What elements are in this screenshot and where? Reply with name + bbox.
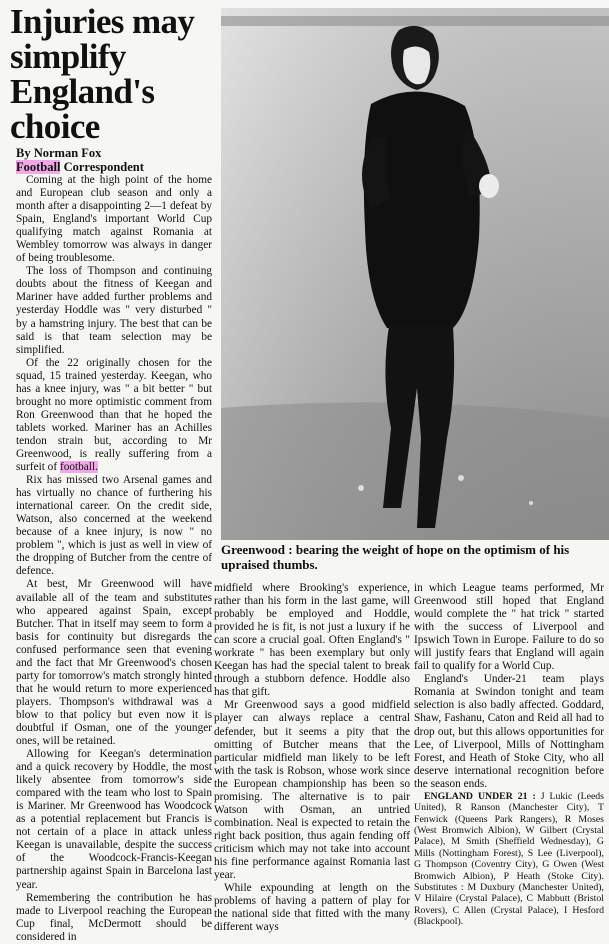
highlighted-word-football: football. (59, 461, 98, 474)
photo-image (221, 8, 609, 540)
paragraph: in which League teams performed, Mr Greenwood still hoped that England would complete the " hat trick " started with the success of Liverpool and Ipswich Town in Europe. Failure to do so will justify fears that England will again fail to qualify for a World Cup. (414, 582, 604, 673)
paragraph: Rix has missed two Arsenal games and has virtually no chance of furthering his international career. On the credit side, Watson, also concerned at the weekend because of a knee injury, is now " no problem ", which is just as well in view of the dropping of Butcher from the centre of defence. (16, 474, 212, 578)
highlighted-word-football: Football (16, 160, 61, 174)
paragraph: Remembering the contribution he has made to Liverpool reaching the European Cup final, McDermott should be considered in (16, 891, 212, 943)
photo-greenwood (221, 8, 609, 540)
article-column-1 (16, 174, 212, 944)
paragraph: The loss of Thompson and continuing doubts about the fitness of Keegan and Mariner have added further problems and yesterday Hoddle was " very disturbed " by a hamstring injury. The best that can be said is that team selection may be simplified. (16, 265, 212, 356)
photo-caption: Greenwood : bearing the weight of hope on the optimism of his upraised thumbs. (221, 542, 570, 572)
squad-list (414, 791, 604, 928)
paragraph-text: Of the 22 originally chosen for the squad, 15 trained yesterday. Keegan, who has a knee injury, was " a bit better " but brought no more optimistic comment from Ron Greenwood than that he hoped the tablets worked. Mariner has an Achilles tendon strain but, according to Mr Greenwood, is really suffering from a surfeit of (16, 356, 212, 474)
squad-text: J Lukic (Leeds United), R Ranson (Manchester City), T Fenwick (Queens Park Rangers), R Moses (West Bromwich Albion), W Gilbert (Crystal Palace), M Smith (Sheffield Wednesday), G Mills (Nottingham Forest), S Lee (Liverpool), G Thompson (Coventry City), G Owen (West Bromwich Albion), P Heath (Stoke City). Substitutes : M Duxbury (Manchester United), V Hilaire (Crystal Palace), C Mabbutt (Bristol Rovers), C Allen (Crystal Palace), I Hesford (Blackpool). (414, 790, 604, 928)
paragraph: midfield where Brooking's experience, rather than his form in the last game, will probably be employed and Hoddle, provided he is fit, is not just a luxury if he can score a crucial goal. Often England's " workrate " has been exemplary but only Keegan has had the special talent to break through a stubborn defence. Hoddle also has that gift. (214, 582, 410, 699)
article-column-2 (214, 582, 410, 934)
byline (16, 146, 144, 174)
byline-name: By Norman Fox (16, 146, 102, 160)
byline-role (16, 160, 144, 174)
headline-line-2: simplify (10, 37, 126, 76)
paragraph: Allowing for Keegan's determination and a quick recovery by Hoddle, the most likely absentee from tomorrow's side compared with the team who lost to Spain is Mariner. Mr Greenwood has Woodcock as a potential replacement but Francis is not certain of a place in attack unless Keegan is unavailable, despite the success of the Woodcock-Francis-Keegan partnership against Spain in Barcelona last year. (16, 748, 212, 891)
article-column-3 (414, 582, 604, 928)
paragraph: Coming at the high point of the home and European club season and only a month after a disappointing 2—1 defeat by Spain, England's important World Cup qualifying match against Romania at Wembley tomorrow was always in danger of being troublesome. (16, 174, 212, 265)
squad-title: ENGLAND UNDER 21 : (424, 790, 536, 802)
paragraph: Mr Greenwood says a good midfield player can always replace a central defender, but it seems a pity that the omitting of Butcher means that the particular midfield man likely to be left with the task is Robson, whose work since the European championship has been so promising. The alternative is to pair Watson with Osman, an untried combination. Neal is expected to retain the right back position, thus again fending off criticism which may not take into account his fine performance against Romania last year. (214, 699, 410, 882)
headline-line-4: choice (10, 107, 100, 146)
headline-line-1: Injuries may (10, 2, 195, 41)
headline (10, 4, 215, 144)
paragraph (16, 357, 212, 474)
paragraph: At best, Mr Greenwood will have available all of the team and substitutes who appeared against Spain, except Butcher. That in itself may seem to form a basis for continuity but disregards the confused performance seen that evening and the fact that Mr Greenwood's chosen party for tomorrow's match strongly hinted that he would return to more experienced players. Thompson's withdrawal was a blow to that policy but even now it is doubtful if Osman, one of the younger ones, will be retained. (16, 578, 212, 748)
paragraph: While expounding at length on the problems of having a pattern of play for the national side that fitted with the many different ways (214, 882, 410, 934)
byline-role-rest: Correspondent (60, 160, 144, 174)
paragraph: England's Under-21 team plays Romania at Swindon tonight and team selection is also badly affected. Goddard, Shaw, Fashanu, Caton and Reid all had to drop out, but this allows opportunities for Lee, of Liverpool, Mills of Nottingham Forest, and Heath of Stoke City, who all deserve international recognition before the season ends. (414, 673, 604, 790)
headline-line-3: England's (10, 72, 155, 111)
